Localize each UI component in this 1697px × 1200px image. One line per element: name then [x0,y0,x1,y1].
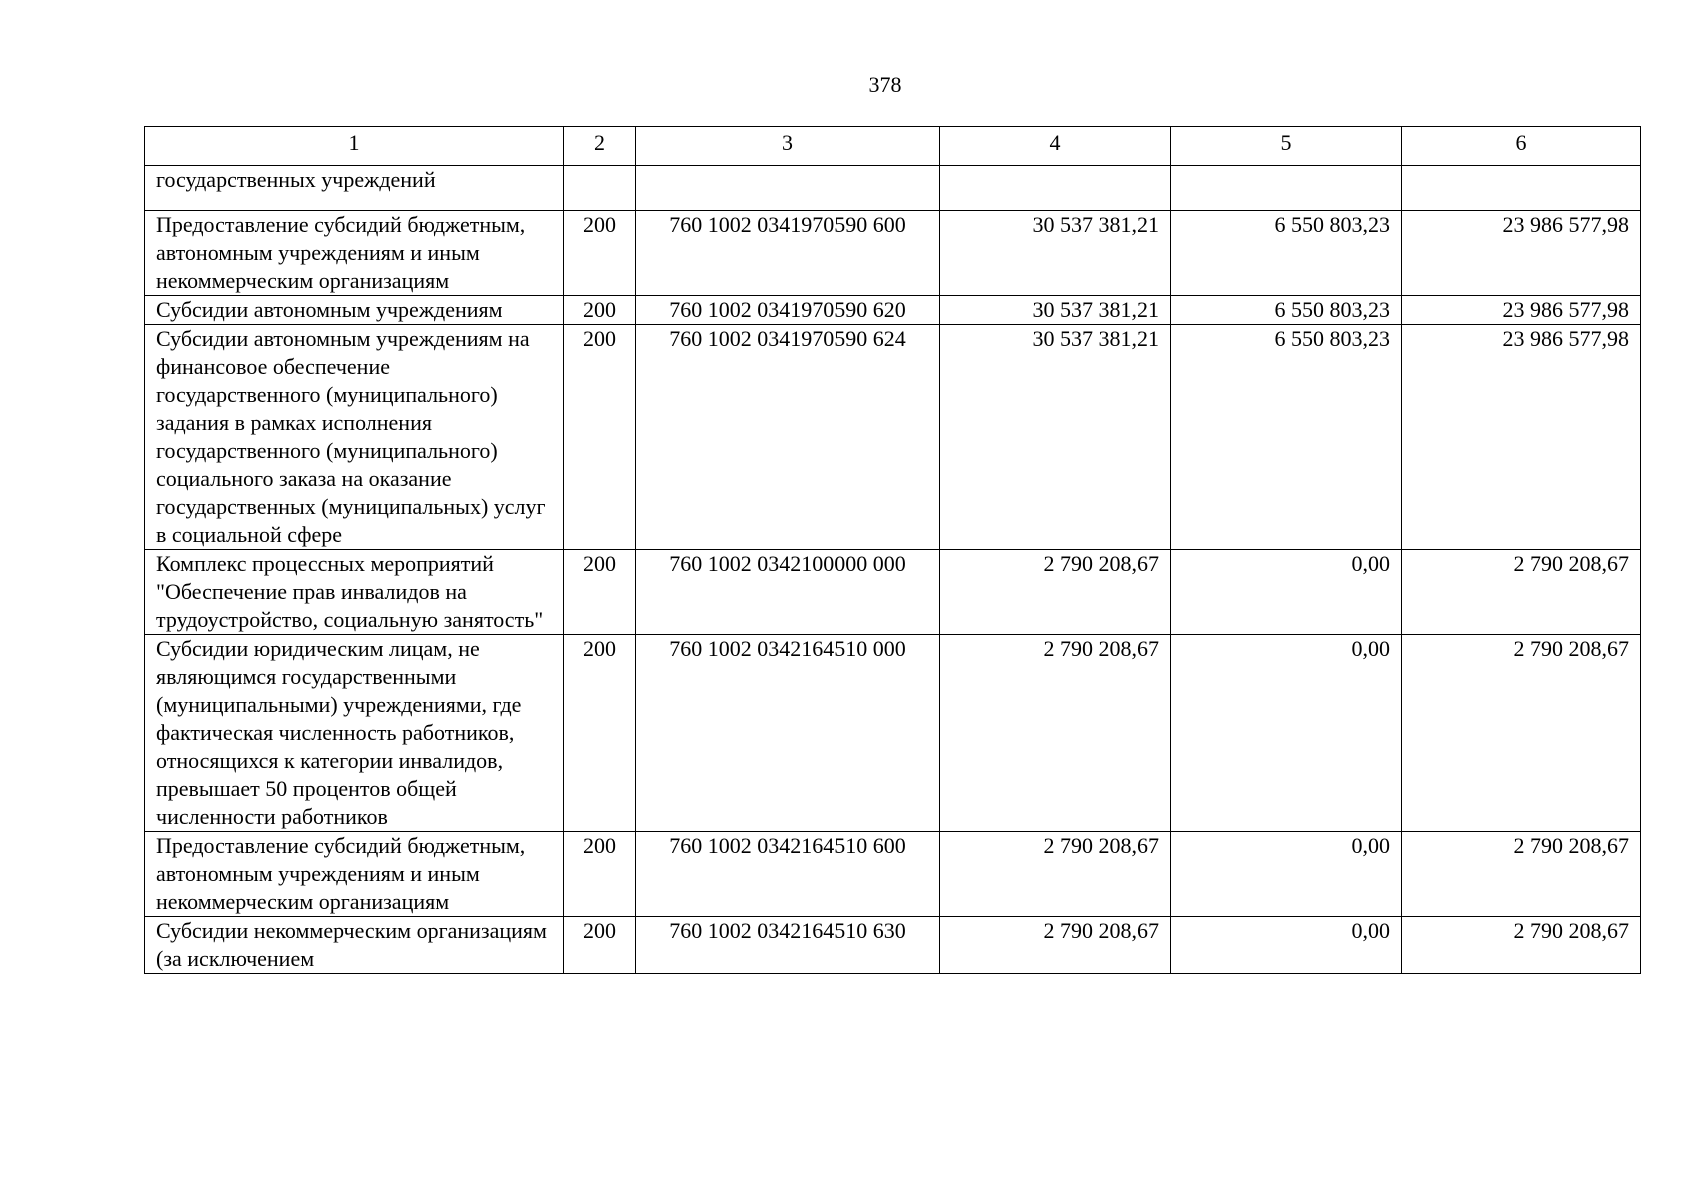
row-budget-code: 760 1002 0342100000 000 [636,550,940,635]
row-value-col5 [1171,166,1402,211]
column-header-2: 2 [564,127,636,166]
row-admin-code: 200 [564,325,636,550]
row-admin-code: 200 [564,296,636,325]
row-value-col4: 30 537 381,21 [940,325,1171,550]
row-budget-code: 760 1002 0342164510 630 [636,917,940,974]
row-value-col6: 2 790 208,67 [1402,832,1641,917]
row-value-col5: 0,00 [1171,917,1402,974]
column-header-5: 5 [1171,127,1402,166]
row-value-col4: 2 790 208,67 [940,635,1171,832]
row-name: государственных учреждений [145,166,564,211]
row-name: Субсидии автономным учреждениям на финансовое обеспечение государственного (муниципального) задания в рамках исполнения государственного (муниципального) социального заказа на оказание государственных (муниципальных) услуг в социальной сфере [145,325,564,550]
table-header-row [145,127,1641,166]
row-budget-code: 760 1002 0341970590 624 [636,325,940,550]
table-row [145,917,1641,974]
row-budget-code: 760 1002 0341970590 620 [636,296,940,325]
row-value-col5: 0,00 [1171,832,1402,917]
row-name: Предоставление субсидий бюджетным, автономным учреждениям и иным некоммерческим организациям [145,211,564,296]
row-value-col5: 0,00 [1171,550,1402,635]
row-value-col6: 23 986 577,98 [1402,325,1641,550]
table-row [145,635,1641,832]
row-value-col4 [940,166,1171,211]
table-row [145,832,1641,917]
row-value-col5: 6 550 803,23 [1171,325,1402,550]
column-header-1: 1 [145,127,564,166]
page-number: 378 [868,72,902,97]
row-budget-code: 760 1002 0342164510 000 [636,635,940,832]
row-value-col6: 2 790 208,67 [1402,917,1641,974]
row-value-col4: 2 790 208,67 [940,917,1171,974]
row-admin-code: 200 [564,832,636,917]
row-value-col4: 30 537 381,21 [940,296,1171,325]
row-budget-code: 760 1002 0341970590 600 [636,211,940,296]
table-row [145,550,1641,635]
row-name: Предоставление субсидий бюджетным, автономным учреждениям и иным некоммерческим организациям [145,832,564,917]
row-admin-code: 200 [564,635,636,832]
row-admin-code: 200 [564,211,636,296]
row-value-col5: 6 550 803,23 [1171,296,1402,325]
row-value-col5: 0,00 [1171,635,1402,832]
row-name: Комплекс процессных мероприятий "Обеспечение прав инвалидов на трудоустройство, социальную занятость" [145,550,564,635]
row-value-col4: 2 790 208,67 [940,832,1171,917]
budget-table [144,126,1641,974]
table-row [145,166,1641,211]
row-budget-code [636,166,940,211]
column-header-4: 4 [940,127,1171,166]
table-row [145,211,1641,296]
row-value-col6: 23 986 577,98 [1402,211,1641,296]
row-admin-code [564,166,636,211]
column-header-3: 3 [636,127,940,166]
row-value-col5: 6 550 803,23 [1171,211,1402,296]
row-budget-code: 760 1002 0342164510 600 [636,832,940,917]
row-admin-code: 200 [564,550,636,635]
row-value-col6: 2 790 208,67 [1402,550,1641,635]
row-value-col6 [1402,166,1641,211]
row-value-col4: 30 537 381,21 [940,211,1171,296]
column-header-6: 6 [1402,127,1641,166]
row-name: Субсидии автономным учреждениям [145,296,564,325]
row-name: Субсидии некоммерческим организациям (за исключением [145,917,564,974]
row-value-col6: 23 986 577,98 [1402,296,1641,325]
row-admin-code: 200 [564,917,636,974]
table-row [145,296,1641,325]
row-value-col6: 2 790 208,67 [1402,635,1641,832]
row-name: Субсидии юридическим лицам, не являющимся государственными (муниципальными) учреждениями, где фактическая численность работников, относящихся к категории инвалидов, превышает 50 процентов общей численности работников [145,635,564,832]
table-row [145,325,1641,550]
row-value-col4: 2 790 208,67 [940,550,1171,635]
